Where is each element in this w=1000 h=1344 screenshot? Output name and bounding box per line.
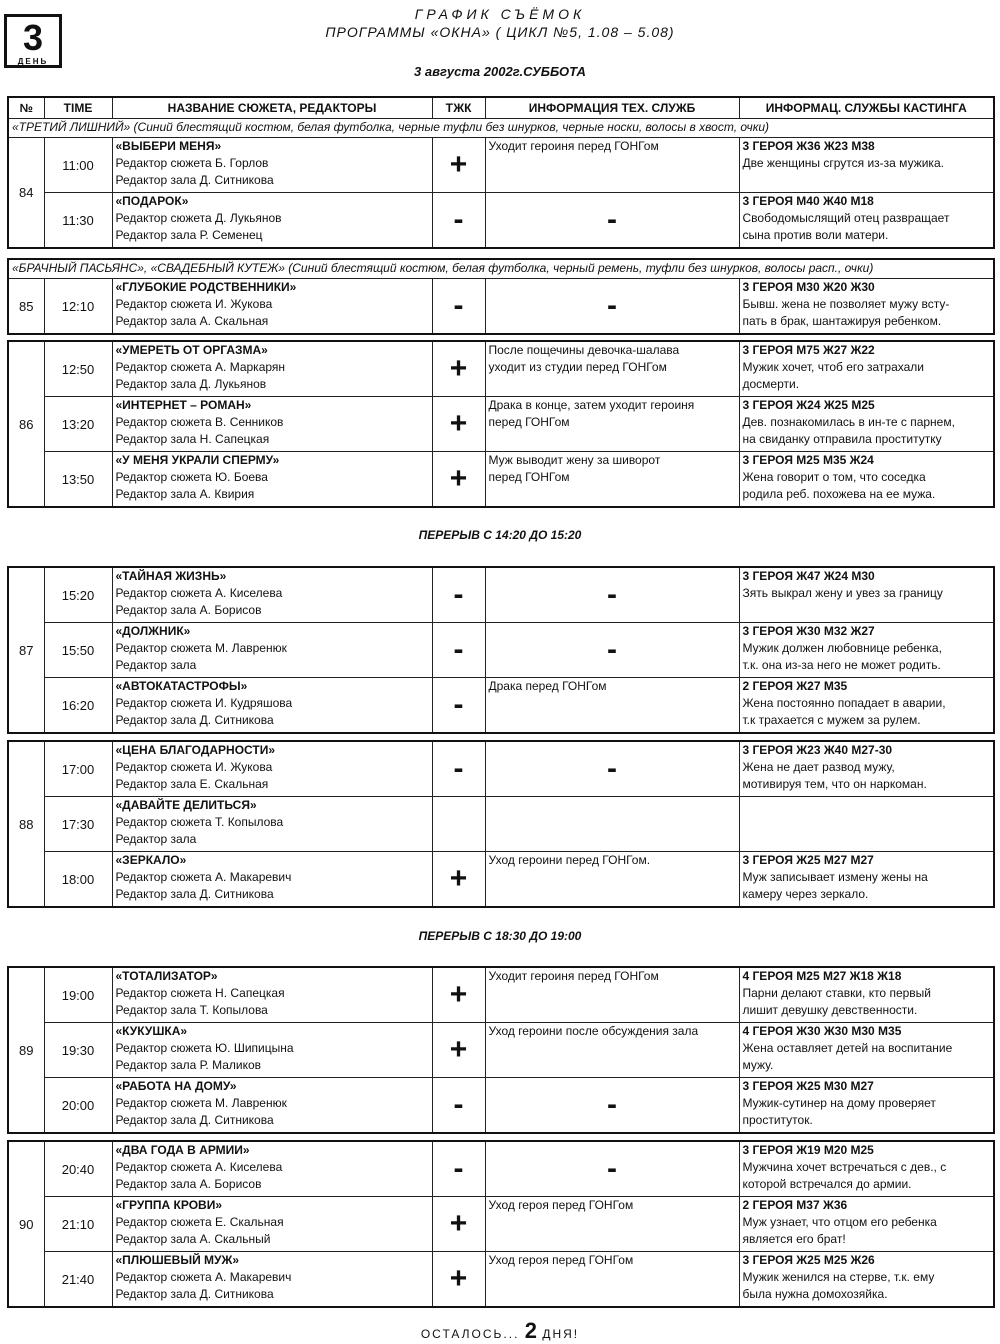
- col-header: №: [8, 97, 44, 119]
- tzk-mark: +: [432, 1252, 485, 1308]
- casting-heroes: 2 ГЕРОЯ Ж27 М35: [742, 679, 848, 693]
- casting-line: Две женщины сгрутся из-за мужика.: [742, 156, 944, 170]
- segment-info: [112, 1197, 432, 1252]
- segment-title: «ПЛЮШЕВЫЙ МУЖ»: [115, 1253, 240, 1267]
- hall-editor: Редактор зала А. Борисов: [115, 1177, 262, 1191]
- editor: Редактор сюжета И. Жукова: [115, 297, 273, 311]
- segment-info: [112, 1141, 432, 1197]
- casting-line: является его брат!: [742, 1232, 846, 1246]
- schedule-date: 3 августа 2002г.СУББОТА: [414, 64, 586, 79]
- time: 15:20: [44, 567, 112, 623]
- hall-editor: Редактор зала Д. Ситникова: [115, 173, 274, 187]
- wardrobe-note: «ТРЕТИЙ ЛИШНИЙ» (Синий блестящий костюм, белая футболка, черные туфли без шнурков, черные носки, волосы в хвост, очки): [8, 119, 994, 138]
- segment-title: «ГРУППА КРОВИ»: [115, 1198, 223, 1212]
- hall-editor: Редактор зала Е. Скальная: [115, 777, 269, 791]
- hall-editor: Редактор зала А. Борисов: [115, 603, 262, 617]
- hall-editor: Редактор зала Т. Копылова: [115, 1003, 268, 1017]
- hall-editor: Редактор зала Н. Сапецкая: [115, 432, 270, 446]
- segment-title: «ГЛУБОКИЕ РОДСТВЕННИКИ»: [115, 280, 297, 294]
- casting-line: камеру через зеркало.: [742, 887, 869, 901]
- casting-line: Жена не дает развод мужу,: [742, 760, 895, 774]
- time: 21:10: [44, 1197, 112, 1252]
- casting-heroes: 3 ГЕРОЯ М25 М35 Ж24: [742, 453, 874, 467]
- tzk-mark: -: [432, 1078, 485, 1134]
- casting-line: пать в брак, шантажируя ребенком.: [742, 314, 942, 328]
- tzk-mark: -: [432, 678, 485, 734]
- casting-heroes: 4 ГЕРОЯ М25 М27 Ж18 Ж18: [742, 969, 902, 983]
- casting-info: [739, 797, 994, 852]
- table-header: [8, 97, 994, 119]
- wardrobe-note: «БРАЧНЫЙ ПАСЬЯНС», «СВАДЕБНЫЙ КУТЕЖ» (Синий блестящий костюм, белая футболка, черный ремень, туфли без шнурков, волосы расп., очки): [8, 259, 994, 279]
- casting-line: сына против воли матери.: [742, 228, 889, 242]
- segment-info: [112, 967, 432, 1023]
- segment-title: «У МЕНЯ УКРАЛИ СПЕРМУ»: [115, 453, 280, 467]
- tech-info: Уходит героиня перед ГОНГом: [485, 138, 739, 193]
- casting-info: [739, 741, 994, 797]
- casting-line: Свободомыслящий отец развращает: [742, 211, 950, 225]
- casting-info: [739, 567, 994, 623]
- casting-line: на свиданку отправила проститутку: [742, 432, 942, 446]
- hall-editor: Редактор зала: [115, 832, 197, 846]
- table-row: [8, 967, 994, 1023]
- hall-editor: Редактор зала А. Квирия: [115, 487, 255, 501]
- casting-line: Парни делают ставки, кто первый: [742, 986, 931, 1000]
- footer-text: ОСТАЛОСЬ...: [420, 1327, 520, 1341]
- tech-mark: -: [485, 1141, 739, 1197]
- casting-line: Дев. познакомилась в ин-те с парнем,: [742, 415, 955, 429]
- tech-line: перед ГОНГом: [488, 470, 570, 484]
- casting-info: [739, 397, 994, 452]
- tech-info: [485, 452, 739, 508]
- page-subtitle: ПРОГРАММЫ «ОКНА» ( ЦИКЛ №5, 1.08 – 5.08): [325, 24, 675, 40]
- casting-line: Мужик должен любовнице ребенка,: [742, 641, 942, 655]
- editor: Редактор сюжета М. Лавренюк: [115, 641, 287, 655]
- tech-mark: -: [485, 193, 739, 249]
- editor: Редактор сюжета Ю. Боева: [115, 470, 268, 484]
- editor: Редактор сюжета В. Сенников: [115, 415, 284, 429]
- tech-info: Уход героини после обсуждения зала: [485, 1023, 739, 1078]
- block-number: 87: [8, 567, 44, 733]
- editor: Редактор сюжета М. Лавренюк: [115, 1096, 287, 1110]
- segment-info: [112, 623, 432, 678]
- tzk-mark: +: [432, 397, 485, 452]
- time: 13:20: [44, 397, 112, 452]
- col-header: ТЖК: [432, 97, 485, 119]
- segment-info: [112, 1252, 432, 1308]
- casting-line: была нужна домохозяйка.: [742, 1287, 888, 1301]
- casting-heroes: 3 ГЕРОЯ Ж25 М25 Ж26: [742, 1253, 875, 1267]
- tech-mark: -: [485, 1078, 739, 1134]
- segment-title: «ПОДАРОК»: [115, 194, 189, 208]
- table-row: [8, 193, 994, 249]
- tzk-mark: +: [432, 138, 485, 193]
- segment-title: «ВЫБЕРИ МЕНЯ»: [115, 139, 222, 153]
- editor: Редактор сюжета Б. Горлов: [115, 156, 269, 170]
- tzk-mark: +: [432, 1023, 485, 1078]
- col-header: TIME: [44, 97, 112, 119]
- segment-title: «ДВА ГОДА В АРМИИ»: [115, 1143, 250, 1157]
- tech-line: уходит из студии перед ГОНГом: [488, 360, 667, 374]
- day-number-box: [4, 14, 62, 68]
- tech-info: Уход героя перед ГОНГом: [485, 1197, 739, 1252]
- segment-info: [112, 1078, 432, 1134]
- casting-line: досмерти.: [742, 377, 800, 391]
- day-number: 3: [22, 17, 44, 58]
- day-label: ДЕНЬ: [17, 57, 49, 66]
- time: 20:00: [44, 1078, 112, 1134]
- schedule-table-86: [7, 340, 995, 508]
- casting-line: Бывш. жена не позволяет мужу всту-: [742, 297, 950, 311]
- table-row: [8, 678, 994, 734]
- casting-line: Мужик хочет, чтоб его затрахали: [742, 360, 925, 374]
- segment-title: «ТАЙНАЯ ЖИЗНЬ»: [115, 569, 227, 583]
- tech-mark: -: [485, 623, 739, 678]
- casting-heroes: 3 ГЕРОЯ Ж36 Ж23 М38: [742, 139, 875, 153]
- casting-line: лишит девушку девственности.: [742, 1003, 918, 1017]
- tech-info: Драка перед ГОНГом: [485, 678, 739, 734]
- casting-heroes: 3 ГЕРОЯ Ж25 М27 М27: [742, 853, 874, 867]
- table-row: [8, 1141, 994, 1197]
- segment-title: «АВТОКАТАСТРОФЫ»: [115, 679, 248, 693]
- editor: Редактор сюжета А. Макаревич: [115, 1270, 292, 1284]
- casting-info: [739, 1078, 994, 1134]
- tzk-mark: -: [432, 741, 485, 797]
- casting-info: [739, 623, 994, 678]
- segment-title: «УМЕРЕТЬ ОТ ОРГАЗМА»: [115, 343, 268, 357]
- days-left: 2: [524, 1318, 537, 1343]
- tzk-mark: [432, 797, 485, 852]
- casting-info: [739, 341, 994, 397]
- time: 20:40: [44, 1141, 112, 1197]
- segment-info: [112, 138, 432, 193]
- hall-editor: Редактор зала: [115, 658, 197, 672]
- casting-line: т.к. она из-за него не может родить.: [742, 658, 941, 672]
- table-row: [8, 1197, 994, 1252]
- casting-line: Муж узнает, что отцом его ребенка: [742, 1215, 937, 1229]
- hall-editor: Редактор зала Д. Ситникова: [115, 713, 274, 727]
- casting-line: мужу.: [742, 1058, 774, 1072]
- hall-editor: Редактор зала Д. Ситникова: [115, 1113, 274, 1127]
- casting-line: Зять выкрал жену и увез за границу: [742, 586, 943, 600]
- editor: Редактор сюжета Т. Копылова: [115, 815, 284, 829]
- segment-info: [112, 741, 432, 797]
- casting-heroes: 3 ГЕРОЯ Ж25 М30 М27: [742, 1079, 874, 1093]
- segment-info: [112, 452, 432, 508]
- tech-mark: -: [485, 567, 739, 623]
- schedule-table-90: [7, 1140, 995, 1308]
- block-number: 90: [8, 1141, 44, 1307]
- casting-heroes: 3 ГЕРОЯ Ж19 М20 М25: [742, 1143, 874, 1157]
- table-row: [8, 452, 994, 508]
- block-number: 84: [8, 138, 44, 249]
- time: 17:30: [44, 797, 112, 852]
- tech-mark: -: [485, 741, 739, 797]
- table-row: [8, 279, 994, 335]
- segment-title: «ЗЕРКАЛО»: [115, 853, 187, 867]
- time: 12:10: [44, 279, 112, 335]
- tech-info: [485, 397, 739, 452]
- casting-heroes: 3 ГЕРОЯ М40 Ж40 М18: [742, 194, 874, 208]
- editor: Редактор сюжета А. Маркарян: [115, 360, 286, 374]
- hall-editor: Редактор зала А. Скальная: [115, 314, 269, 328]
- time: 11:30: [44, 193, 112, 249]
- casting-line: Жена оставляет детей на воспитание: [742, 1041, 953, 1055]
- break-notice: ПЕРЕРЫВ С 14:20 ДО 15:20: [418, 528, 582, 542]
- time: 19:00: [44, 967, 112, 1023]
- casting-heroes: 2 ГЕРОЯ М37 Ж36: [742, 1198, 848, 1212]
- hall-editor: Редактор зала Р. Маликов: [115, 1058, 262, 1072]
- schedule-table-84: [7, 96, 995, 249]
- segment-title: «РАБОТА НА ДОМУ»: [115, 1079, 237, 1093]
- table-row: [8, 1078, 994, 1134]
- col-header: ИНФОРМАЦ. СЛУЖБЫ КАСТИНГА: [739, 97, 994, 119]
- casting-line: родила реб. похожева на ее мужа.: [742, 487, 936, 501]
- tech-info: Уходит героиня перед ГОНГом: [485, 967, 739, 1023]
- segment-title: «ДАВАЙТЕ ДЕЛИТЬСЯ»: [115, 798, 257, 812]
- tech-mark: -: [485, 279, 739, 335]
- countdown-footer: [0, 1318, 1000, 1344]
- block-number: 89: [8, 967, 44, 1133]
- segment-info: [112, 341, 432, 397]
- tech-line: перед ГОНГом: [488, 415, 570, 429]
- table-row: [8, 623, 994, 678]
- casting-heroes: 3 ГЕРОЯ Ж47 Ж24 М30: [742, 569, 875, 583]
- casting-line: которой встречался до армии.: [742, 1177, 912, 1191]
- editor: Редактор сюжета И. Кудряшова: [115, 696, 293, 710]
- tzk-mark: +: [432, 341, 485, 397]
- casting-info: [739, 1252, 994, 1308]
- casting-info: [739, 1141, 994, 1197]
- schedule-table-87: [7, 566, 995, 734]
- segment-info: [112, 678, 432, 734]
- table-row: [8, 741, 994, 797]
- editor: Редактор сюжета Е. Скальная: [115, 1215, 284, 1229]
- segment-title: «ТОТАЛИЗАТОР»: [115, 969, 218, 983]
- casting-line: Жена говорит о том, что соседка: [742, 470, 926, 484]
- segment-info: [112, 567, 432, 623]
- editor: Редактор сюжета Н. Сапецкая: [115, 986, 285, 1000]
- col-header: ИНФОРМАЦИЯ ТЕХ. СЛУЖБ: [485, 97, 739, 119]
- hall-editor: Редактор зала Д. Лукьянов: [115, 377, 267, 391]
- tzk-mark: -: [432, 279, 485, 335]
- col-header: НАЗВАНИЕ СЮЖЕТА, РЕДАКТОРЫ: [112, 97, 432, 119]
- casting-heroes: 4 ГЕРОЯ Ж30 Ж30 М30 М35: [742, 1024, 902, 1038]
- casting-info: [739, 138, 994, 193]
- casting-info: [739, 193, 994, 249]
- time: 21:40: [44, 1252, 112, 1308]
- editor: Редактор сюжета А. Макаревич: [115, 870, 292, 884]
- tzk-mark: -: [432, 567, 485, 623]
- table-row: [8, 1023, 994, 1078]
- segment-title: «ДОЛЖНИК»: [115, 624, 191, 638]
- casting-line: проституток.: [742, 1113, 813, 1127]
- tzk-mark: +: [432, 967, 485, 1023]
- tzk-mark: -: [432, 623, 485, 678]
- casting-info: [739, 852, 994, 908]
- tzk-mark: -: [432, 1141, 485, 1197]
- table-row: [8, 138, 994, 193]
- casting-line: Мужик-сутинер на дому проверяет: [742, 1096, 936, 1110]
- segment-info: [112, 1023, 432, 1078]
- casting-heroes: 3 ГЕРОЯ М75 Ж27 Ж22: [742, 343, 875, 357]
- tech-info: Уход героини перед ГОНГом.: [485, 852, 739, 908]
- table-row: [8, 567, 994, 623]
- page-title: ГРАФИК СЪЁМОК: [414, 6, 586, 22]
- segment-info: [112, 397, 432, 452]
- casting-line: Муж записывает измену жены на: [742, 870, 928, 884]
- time: 16:20: [44, 678, 112, 734]
- footer-text: ДНЯ!: [542, 1327, 580, 1341]
- casting-heroes: 3 ГЕРОЯ Ж24 Ж25 М25: [742, 398, 875, 412]
- editor: Редактор сюжета Д. Лукьянов: [115, 211, 282, 225]
- casting-line: мотивируя тем, что он наркоман.: [742, 777, 927, 791]
- casting-heroes: 3 ГЕРОЯ М30 Ж20 Ж30: [742, 280, 875, 294]
- casting-heroes: 3 ГЕРОЯ Ж23 Ж40 М27-30: [742, 743, 893, 757]
- block-number: 85: [8, 279, 44, 335]
- hall-editor: Редактор зала Р. Семенец: [115, 228, 263, 242]
- casting-info: [739, 1023, 994, 1078]
- casting-info: [739, 1197, 994, 1252]
- editor: Редактор сюжета И. Жукова: [115, 760, 273, 774]
- casting-line: Жена постоянно попадает в аварии,: [742, 696, 946, 710]
- tzk-mark: -: [432, 193, 485, 249]
- hall-editor: Редактор зала Д. Ситникова: [115, 1287, 274, 1301]
- time: 18:00: [44, 852, 112, 908]
- block-number: 88: [8, 741, 44, 907]
- time: 19:30: [44, 1023, 112, 1078]
- break-notice: ПЕРЕРЫВ С 18:30 ДО 19:00: [418, 929, 582, 943]
- casting-line: Мужик женился на стерве, т.к. ему: [742, 1270, 935, 1284]
- time: 17:00: [44, 741, 112, 797]
- tzk-mark: +: [432, 452, 485, 508]
- segment-info: [112, 193, 432, 249]
- table-row: [8, 1252, 994, 1308]
- schedule-table-89: [7, 966, 995, 1134]
- segment-title: «КУКУШКА»: [115, 1024, 188, 1038]
- segment-info: [112, 852, 432, 908]
- casting-info: [739, 279, 994, 335]
- schedule-table-88: [7, 740, 995, 908]
- hall-editor: Редактор зала А. Скальный: [115, 1232, 271, 1246]
- editor: Редактор сюжета А. Киселева: [115, 586, 283, 600]
- casting-line: Мужчина хочет встречаться с дев., с: [742, 1160, 947, 1174]
- time: 12:50: [44, 341, 112, 397]
- tech-info: [485, 797, 739, 852]
- segment-info: [112, 279, 432, 335]
- tech-line: Драка в конце, затем уходит героиня: [488, 398, 695, 412]
- tech-info: [485, 341, 739, 397]
- table-row: [8, 397, 994, 452]
- segment-title: «ЦЕНА БЛАГОДАРНОСТИ»: [115, 743, 276, 757]
- casting-info: [739, 967, 994, 1023]
- segment-title: «ИНТЕРНЕТ – РОМАН»: [115, 398, 252, 412]
- segment-info: [112, 797, 432, 852]
- casting-line: т.к трахается с мужем за рулем.: [742, 713, 921, 727]
- time: 11:00: [44, 138, 112, 193]
- casting-info: [739, 452, 994, 508]
- time: 13:50: [44, 452, 112, 508]
- hall-editor: Редактор зала Д. Ситникова: [115, 887, 274, 901]
- tech-line: После пощечины девочка-шалава: [488, 343, 680, 357]
- editor: Редактор сюжета А. Киселева: [115, 1160, 283, 1174]
- casting-heroes: 3 ГЕРОЯ Ж30 М32 Ж27: [742, 624, 875, 638]
- editor: Редактор сюжета Ю. Шипицына: [115, 1041, 294, 1055]
- tech-info: Уход героя перед ГОНГом: [485, 1252, 739, 1308]
- casting-info: [739, 678, 994, 734]
- tech-line: Муж выводит жену за шиворот: [488, 453, 661, 467]
- time: 15:50: [44, 623, 112, 678]
- block-number: 86: [8, 341, 44, 507]
- tzk-mark: +: [432, 1197, 485, 1252]
- table-row: [8, 797, 994, 852]
- table-row: [8, 341, 994, 397]
- tzk-mark: +: [432, 852, 485, 908]
- schedule-table-85: [7, 258, 995, 335]
- table-row: [8, 852, 994, 908]
